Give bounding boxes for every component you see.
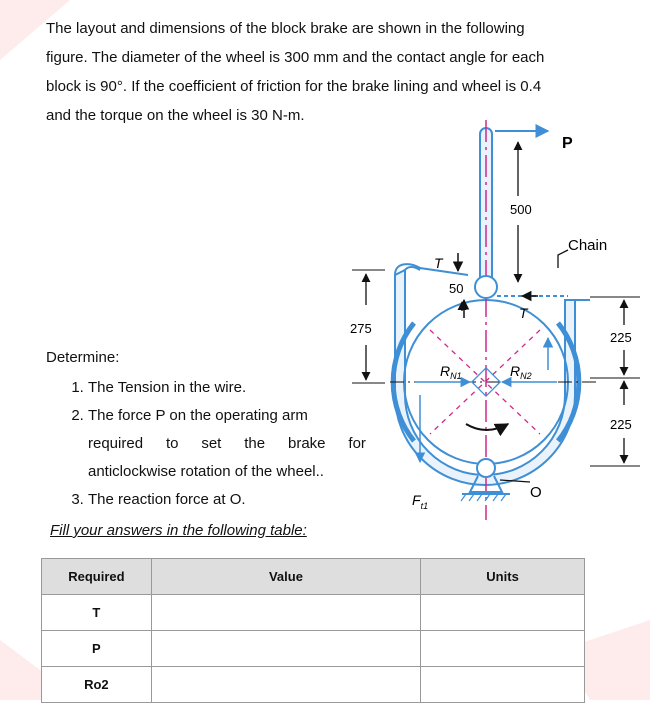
intro-line-2: figure. The diameter of the wheel is 300 mm and the contact angle for each (46, 49, 545, 66)
task-1 (88, 374, 366, 402)
task-2 (88, 402, 366, 486)
row-value-cell[interactable] (151, 667, 420, 703)
brake-arm (395, 270, 575, 485)
ground-hatch (461, 494, 506, 501)
header-value: Value (151, 559, 420, 595)
label-rn2 (510, 363, 532, 381)
label-rn1-sub: N1 (450, 371, 462, 381)
row-required-cell: P (42, 631, 152, 667)
task-2-word: set (201, 435, 222, 452)
label-rn2-main: R (510, 363, 521, 379)
table-header-row (42, 559, 585, 595)
header-units: Units (421, 559, 585, 595)
task-2-word: to (165, 435, 179, 452)
table-row (42, 631, 585, 667)
label-rn1-main: R (440, 363, 451, 379)
row-units-cell[interactable] (421, 667, 585, 703)
label-p: P (562, 135, 573, 152)
task-2-line-2 (88, 430, 366, 458)
task-2-word: brake (288, 435, 326, 452)
label-275: 275 (350, 321, 372, 336)
label-225-bottom: 225 (610, 417, 632, 432)
label-ft-sub: t1 (420, 501, 429, 511)
fixed-pivot (477, 459, 495, 477)
intro-line-1: The layout and dimensions of the block brake are shown in the following (46, 20, 525, 37)
task-2-line-1: The force P on the operating arm (88, 407, 308, 424)
table-row (42, 667, 585, 703)
label-50: 50 (449, 281, 464, 296)
label-o: O (530, 484, 542, 501)
label-t-right: T (519, 305, 528, 321)
task-list (46, 374, 366, 514)
row-value-cell[interactable] (151, 631, 420, 667)
row-required-cell: Ro2 (42, 667, 152, 703)
row-value-cell[interactable] (151, 595, 420, 631)
problem-statement (46, 14, 606, 130)
task-2-word: required (88, 435, 144, 452)
row-units-cell[interactable] (421, 595, 585, 631)
block-brake-figure (330, 115, 650, 525)
task-3-text: The reaction force at O. (88, 491, 246, 508)
intro-line-4: and the torque on the wheel is 30 N-m. (46, 107, 305, 124)
task-2-word: the (244, 435, 266, 452)
label-t-left: T (434, 255, 443, 271)
rotation-arrow (466, 424, 508, 430)
chain-leader (558, 250, 568, 268)
determine-section (46, 344, 366, 514)
label-chain: Chain (568, 237, 608, 254)
label-rn1 (440, 363, 462, 381)
row-required-cell: T (42, 595, 152, 631)
label-ft-main: F (412, 492, 421, 508)
label-ft (412, 492, 428, 511)
header-required: Required (42, 559, 152, 595)
fill-instruction: Fill your answers in the following table: (50, 522, 307, 539)
lever-pivot (475, 276, 497, 298)
row-units-cell[interactable] (421, 631, 585, 667)
label-rn2-sub: N2 (520, 371, 532, 381)
intro-line-3: block is 90°. If the coefficient of friction for the brake lining and wheel is 0.4 (46, 78, 542, 95)
task-2-line-3: anticlockwise rotation of the wheel.. (88, 463, 324, 480)
label-225-top: 225 (610, 330, 632, 345)
task-3 (88, 486, 366, 514)
task-2-word: for (348, 435, 366, 452)
table-row (42, 595, 585, 631)
task-1-text: The Tension in the wire. (88, 379, 247, 396)
answer-table (41, 558, 585, 703)
determine-heading: Determine: (46, 349, 120, 366)
label-500: 500 (510, 202, 532, 217)
